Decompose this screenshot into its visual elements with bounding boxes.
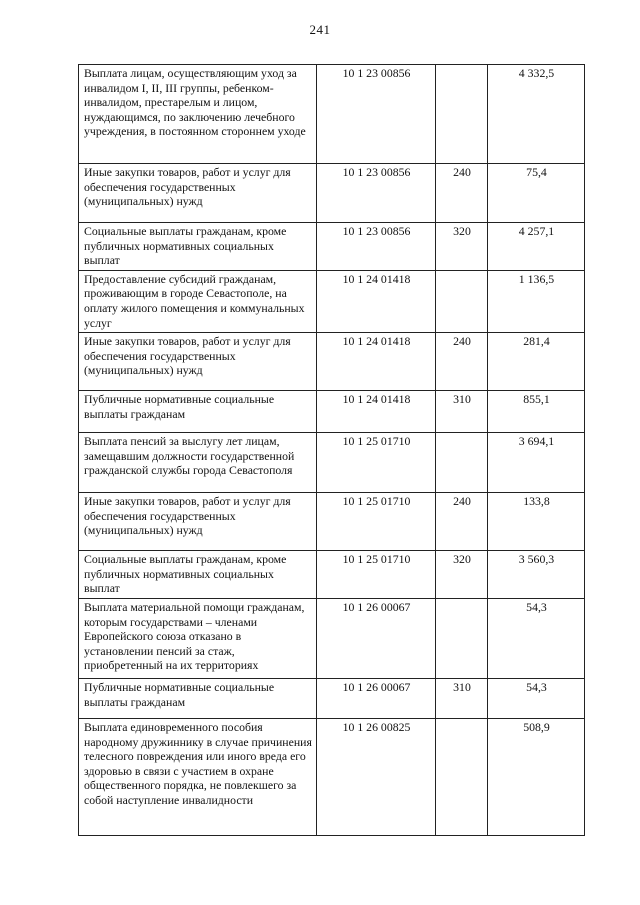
row-vr: 240 <box>436 164 488 223</box>
table-row <box>79 391 585 433</box>
row-csr: 10 1 24 01418 <box>317 270 436 332</box>
row-vr <box>436 65 488 164</box>
row-vr: 310 <box>436 678 488 718</box>
row-name: Выплата лицам, осуществляющим уход за инвалидом I, II, III группы, ребенком-инвалидом, престарелым и лицом, нуждающимся, по заключению лечебного учреждения, в постоянном стороннем уходе <box>79 65 317 164</box>
row-csr: 10 1 24 01418 <box>317 333 436 391</box>
row-name: Иные закупки товаров, работ и услуг для обеспечения государственных (муниципальных) нужд <box>79 333 317 391</box>
table-row <box>79 493 585 551</box>
row-name: Выплата пенсий за выслугу лет лицам, замещавшим должности государственной гражданской службы города Севастополя <box>79 433 317 493</box>
row-sum: 4 332,5 <box>488 65 585 164</box>
table-row <box>79 551 585 599</box>
row-vr: 320 <box>436 551 488 599</box>
row-csr: 10 1 23 00856 <box>317 164 436 223</box>
row-sum: 3 560,3 <box>488 551 585 599</box>
row-vr: 240 <box>436 333 488 391</box>
row-name: Социальные выплаты гражданам, кроме публичных нормативных социальных выплат <box>79 223 317 271</box>
row-csr: 10 1 23 00856 <box>317 65 436 164</box>
table-row <box>79 433 585 493</box>
row-csr: 10 1 26 00067 <box>317 598 436 678</box>
row-name: Выплата единовременного пособия народному дружиннику в случае причинения телесного повреждения или иного вреда его здоровью в связи с участием в охране общественного порядка, не повлекшего за собой наступление инвалидности <box>79 718 317 835</box>
row-name: Публичные нормативные социальные выплаты гражданам <box>79 678 317 718</box>
row-csr: 10 1 26 00067 <box>317 678 436 718</box>
page-number: 241 <box>309 22 331 37</box>
row-sum: 4 257,1 <box>488 223 585 271</box>
table-row <box>79 598 585 678</box>
row-name: Иные закупки товаров, работ и услуг для обеспечения государственных (муниципальных) нужд <box>79 493 317 551</box>
table-row <box>79 333 585 391</box>
table-row <box>79 164 585 223</box>
row-sum: 54,3 <box>488 678 585 718</box>
row-sum: 855,1 <box>488 391 585 433</box>
row-vr <box>436 270 488 332</box>
budget-table <box>78 64 585 836</box>
table-row <box>79 718 585 835</box>
row-csr: 10 1 25 01710 <box>317 433 436 493</box>
row-sum: 133,8 <box>488 493 585 551</box>
row-sum: 1 136,5 <box>488 270 585 332</box>
row-vr: 310 <box>436 391 488 433</box>
row-vr <box>436 598 488 678</box>
row-vr: 320 <box>436 223 488 271</box>
row-csr: 10 1 25 01710 <box>317 551 436 599</box>
row-csr: 10 1 26 00825 <box>317 718 436 835</box>
row-sum: 508,9 <box>488 718 585 835</box>
row-sum: 281,4 <box>488 333 585 391</box>
row-vr <box>436 433 488 493</box>
table-row <box>79 223 585 271</box>
row-csr: 10 1 23 00856 <box>317 223 436 271</box>
row-vr: 240 <box>436 493 488 551</box>
row-csr: 10 1 24 01418 <box>317 391 436 433</box>
table-row <box>79 65 585 164</box>
table-row <box>79 678 585 718</box>
row-name: Публичные нормативные социальные выплаты гражданам <box>79 391 317 433</box>
row-name: Выплата материальной помощи гражданам, которым государствами – членами Европейского союза отказано в установлении пенсий за стаж, приобретенный на их территориях <box>79 598 317 678</box>
table-row <box>79 270 585 332</box>
row-sum: 75,4 <box>488 164 585 223</box>
row-sum: 3 694,1 <box>488 433 585 493</box>
row-sum: 54,3 <box>488 598 585 678</box>
row-name: Иные закупки товаров, работ и услуг для обеспечения государственных (муниципальных) нужд <box>79 164 317 223</box>
row-vr <box>436 718 488 835</box>
row-name: Социальные выплаты гражданам, кроме публичных нормативных социальных выплат <box>79 551 317 599</box>
row-csr: 10 1 25 01710 <box>317 493 436 551</box>
row-name: Предоставление субсидий гражданам, проживающим в городе Севастополе, на оплату жилого помещения и коммунальных услуг <box>79 270 317 332</box>
